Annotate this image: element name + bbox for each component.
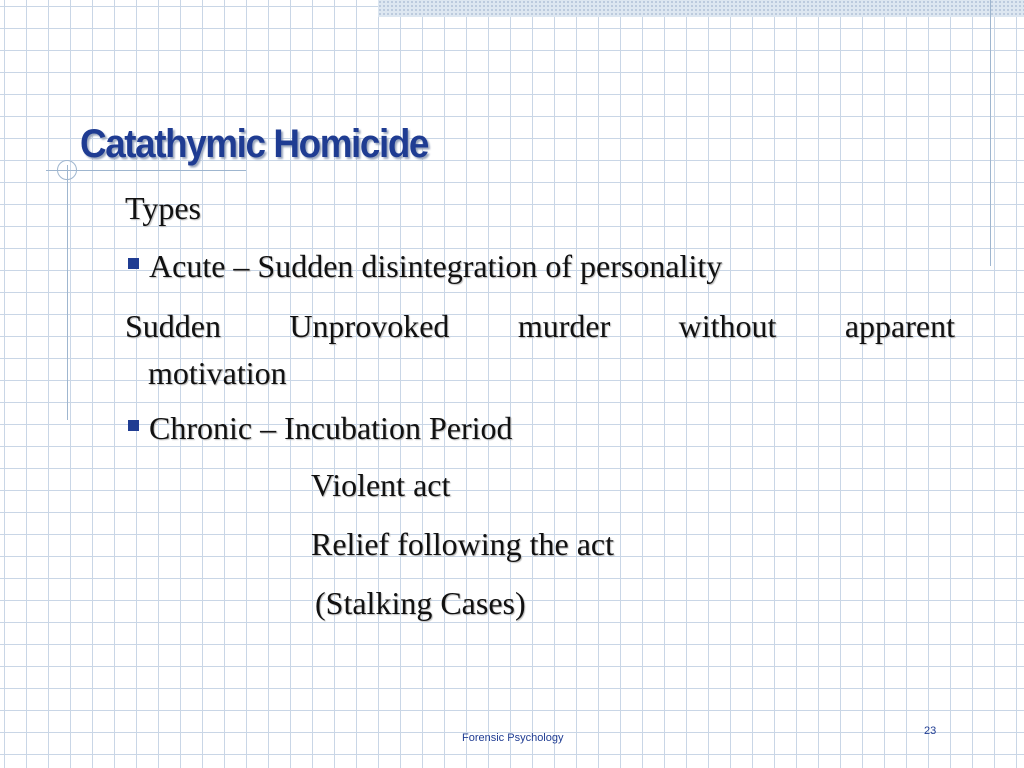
square-bullet-icon [128, 258, 139, 269]
bullet-acute-text: Acute – Sudden disintegration of personality [149, 248, 723, 284]
bullet-acute [128, 248, 722, 285]
sudden-line-1: Sudden Unprovoked murder without apparent [125, 308, 955, 344]
relief-line: Relief following the act [311, 526, 615, 562]
sudden-line-2: motivation [148, 355, 287, 391]
bullet-chronic [128, 410, 512, 447]
crosshair-circle-decoration [57, 160, 77, 180]
left-decorative-line [67, 165, 68, 420]
right-decorative-line [990, 0, 991, 266]
violent-act-line: Violent act [311, 467, 451, 503]
stalking-line: (Stalking Cases) [315, 585, 526, 621]
bullet-chronic-text: Chronic – Incubation Period [149, 410, 513, 446]
types-heading: Types [125, 190, 201, 226]
page-number: 23 [924, 725, 937, 737]
footer-text: Forensic Psychology [462, 732, 564, 744]
top-decorative-band [378, 0, 1024, 17]
square-bullet-icon [128, 420, 139, 431]
slide-title: Catathymic Homicide [80, 122, 429, 166]
